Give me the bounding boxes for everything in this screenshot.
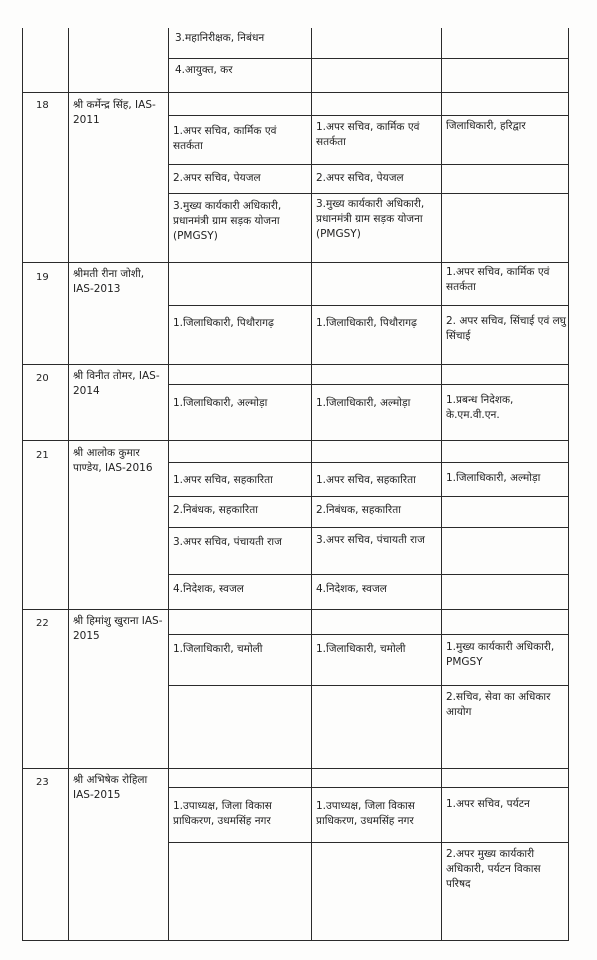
cell-text: 4.निदेशक, स्वजल: [316, 583, 387, 595]
cell-text: 1.अपर सचिव, कार्मिक एवं सतर्कता: [173, 125, 277, 152]
cell-text: 2.अपर सचिव, पेयजल: [316, 172, 404, 184]
cell-text: 3.मुख्य कार्यकारी अधिकारी, प्रधानमंत्री ग्राम सड़क योजना (PMGSY): [173, 200, 282, 242]
subrow-divider: [168, 384, 569, 385]
cell-text: 1.उपाध्यक्ष, जिला विकास प्राधिकरण, उधमसिंह नगर: [173, 800, 272, 827]
cell-text: 1.अपर सचिव, कार्मिक एवं सतर्कता: [446, 266, 550, 293]
cell-text: 1.जिलाधिकारी, पिथौरागढ़: [316, 317, 417, 329]
cell-text: 2.निबंधक, सहकारिता: [316, 504, 401, 516]
subrow-divider: [168, 685, 569, 686]
cell-text: 3.अपर सचिव, पंचायती राज: [316, 534, 425, 546]
serial-number: 19: [36, 272, 49, 283]
cell-text: 2.सचिव, सेवा का अधिकार आयोग: [446, 691, 551, 718]
cell-text: 1.अपर सचिव, कार्मिक एवं सतर्कता: [316, 121, 420, 148]
cell-text: 1.मुख्य कार्यकारी अधिकारी, PMGSY: [446, 641, 555, 668]
cell-text: 3.मुख्य कार्यकारी अधिकारी, प्रधानमंत्री ग्राम सड़क योजना (PMGSY): [316, 198, 425, 240]
row-divider: [22, 609, 569, 610]
officer-name: श्री हिमांशु खुराना IAS-2015: [73, 615, 163, 642]
subrow-divider: [168, 193, 569, 194]
subrow-divider: [168, 58, 569, 59]
subrow-divider: [168, 634, 569, 635]
cell-text: 1.प्रबन्ध निदेशक, के.एम.वी.एन.: [446, 394, 514, 421]
cell-text: 1.जिलाधिकारी, चमोली: [173, 643, 263, 655]
cell-text: 1.जिलाधिकारी, अल्मोड़ा: [173, 397, 268, 409]
cell-text: 1.अपर सचिव, सहकारिता: [316, 474, 416, 486]
serial-number: 18: [36, 100, 49, 111]
officer-name: श्री कर्मेन्द्र सिंह, IAS-2011: [73, 99, 156, 126]
row-divider: [22, 440, 569, 441]
cell-text: 2.अपर मुख्य कार्यकारी अधिकारी, पर्यटन विकास परिषद: [446, 848, 541, 890]
cell-text: जिलाधिकारी, हरिद्वार: [446, 120, 526, 132]
cell-text: 1.जिलाधिकारी, चमोली: [316, 643, 406, 655]
subrow-divider: [168, 574, 569, 575]
subrow-divider: [168, 527, 569, 528]
serial-number: 22: [36, 618, 49, 629]
serial-number: 20: [36, 373, 49, 384]
cell-text: 4.आयुक्त, कर: [175, 64, 233, 76]
cell-text: 3.अपर सचिव, पंचायती राज: [173, 536, 282, 548]
subrow-divider: [168, 496, 569, 497]
subrow-divider: [168, 462, 569, 463]
subrow-divider: [168, 164, 569, 165]
cell-text: 1.अपर सचिव, सहकारिता: [173, 474, 273, 486]
officer-name: श्री विनीत तोमर, IAS-2014: [73, 370, 160, 397]
cell-text: 1.अपर सचिव, पर्यटन: [446, 798, 530, 810]
cell-text: 4.निदेशक, स्वजल: [173, 583, 244, 595]
row-divider: [22, 262, 569, 263]
cell-text: 1.जिलाधिकारी, अल्मोड़ा: [446, 472, 541, 484]
table-border-left: [22, 28, 23, 940]
officer-name: श्री आलोक कुमार पाण्डेय, IAS-2016: [73, 447, 153, 474]
cell-text: 1.जिलाधिकारी, पिथौरागढ़: [173, 317, 274, 329]
serial-number: 21: [36, 450, 49, 461]
table-border-bottom: [22, 940, 569, 941]
subrow-divider: [168, 305, 569, 306]
cell-text: 1.उपाध्यक्ष, जिला विकास प्राधिकरण, उधमसिंह नगर: [316, 800, 415, 827]
row-divider: [22, 92, 569, 93]
row-divider: [22, 364, 569, 365]
officer-name: श्री अभिषेक रोहिला IAS-2015: [73, 774, 148, 801]
subrow-divider: [168, 842, 569, 843]
column-divider-1: [68, 28, 69, 940]
officer-name: श्रीमती रीना जोशी, IAS-2013: [73, 268, 145, 295]
serial-number: 23: [36, 777, 49, 788]
subrow-divider: [168, 115, 569, 116]
cell-text: 2.निबंधक, सहकारिता: [173, 504, 258, 516]
subrow-divider: [168, 787, 569, 788]
cell-text: 1.जिलाधिकारी, अल्मोड़ा: [316, 397, 411, 409]
cell-text: 2.अपर सचिव, पेयजल: [173, 172, 261, 184]
cell-text: 3.महानिरीक्षक, निबंधन: [175, 32, 265, 44]
row-divider: [22, 768, 569, 769]
cell-text: 2. अपर सचिव, सिंचाई एवं लघु सिंचाई: [446, 315, 566, 342]
